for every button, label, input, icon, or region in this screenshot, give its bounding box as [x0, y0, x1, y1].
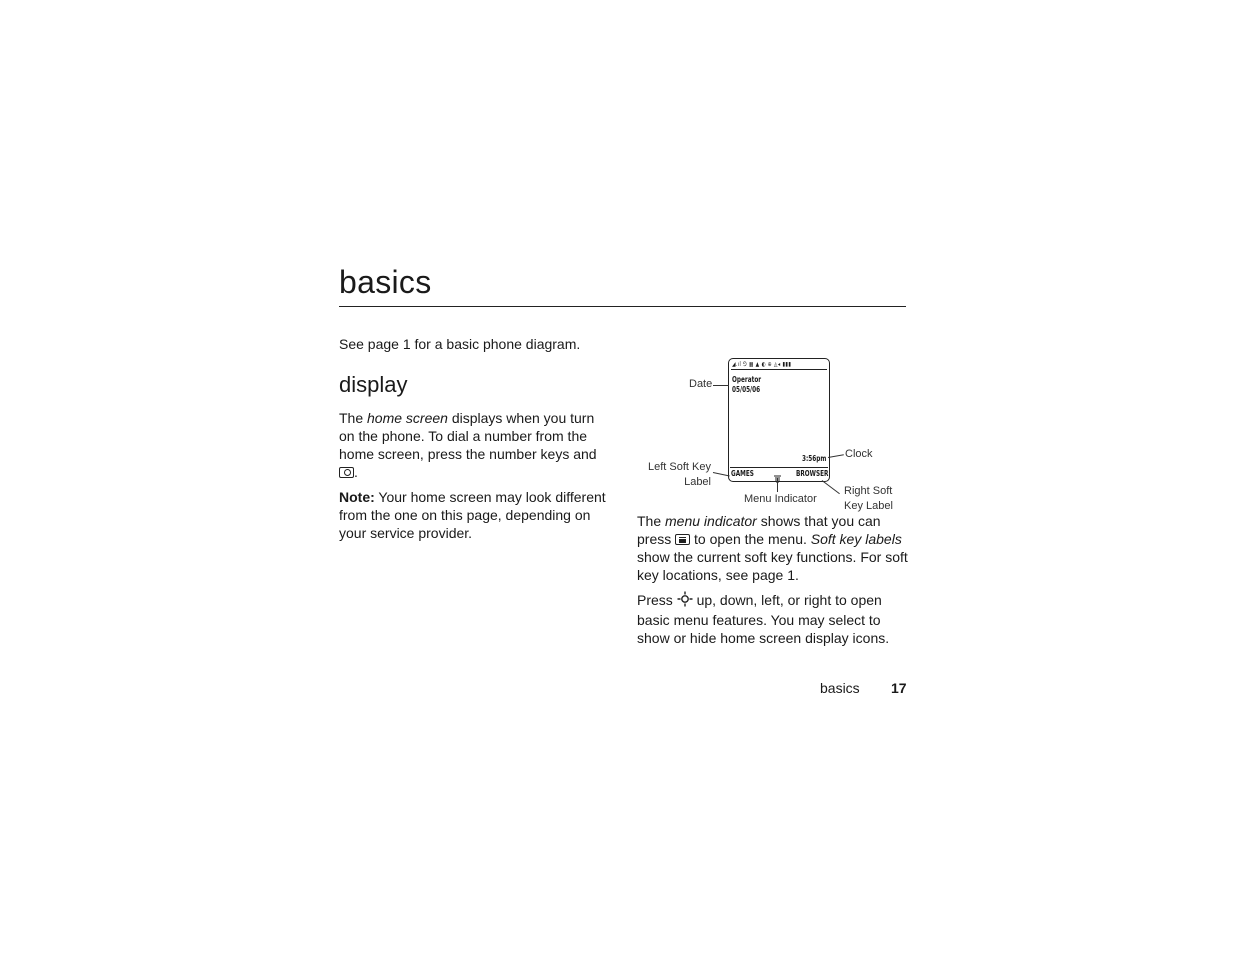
menu-indicator-paragraph: [637, 512, 909, 584]
section-title: display: [339, 372, 408, 397]
callout-menu-indicator: Menu Indicator: [744, 493, 817, 505]
callout-clock: Clock: [845, 448, 873, 460]
menu-indicator-icon: [774, 470, 781, 477]
left-column: [339, 409, 611, 549]
callout-right-soft-key: [844, 484, 893, 514]
callout-date-line: [713, 385, 729, 386]
term-soft-key-labels: Soft key labels: [810, 531, 902, 547]
status-bar: [731, 360, 827, 370]
chapter-title: basics: [339, 264, 432, 300]
navigation-paragraph: [637, 591, 909, 647]
callout-right-soft-key-line1: Right Soft: [844, 485, 893, 497]
text-span: displays when you turn on the phone. To dial a number from the home screen, press the number keys and: [339, 410, 597, 462]
left-soft-key-label: GAMES: [731, 469, 754, 478]
home-screen-paragraph: [339, 409, 611, 481]
title-divider: [339, 306, 906, 307]
callout-left-soft-key-line1: Left Soft Key: [648, 461, 711, 473]
text-span: The: [637, 513, 666, 529]
callout-left-soft-key-line2: Label: [684, 476, 711, 488]
right-column: [637, 512, 909, 654]
footer-page-number: 17: [891, 680, 907, 696]
text-span: to open the menu.: [690, 531, 811, 547]
status-icons: ◢.ıl ⅁ ▦ ▲ ◐ ⊕ ◬◂ ▮▮▮: [732, 361, 792, 368]
operator-label: Operator: [732, 375, 762, 384]
right-soft-key-label: BROWSER: [796, 469, 829, 478]
navigation-key-icon: [677, 591, 693, 611]
text-span: show the current soft key functions. For soft key locations, see page 1.: [637, 549, 908, 583]
menu-key-icon: [675, 534, 690, 545]
soft-key-bar: [730, 467, 828, 480]
term-home-screen: home screen: [367, 410, 448, 426]
callout-menu-indicator-line: [777, 478, 778, 492]
term-menu-indicator: menu indicator: [665, 513, 757, 529]
text-span: up, down, left, or right to open basic menu features. You may select to show or hide home screen display icons.: [637, 592, 890, 646]
text-span: Press: [637, 592, 677, 608]
text-span: .: [354, 464, 358, 480]
note-label: Note:: [339, 489, 375, 505]
callout-date: Date: [689, 378, 713, 390]
send-key-icon: [339, 467, 354, 478]
text-span: The: [339, 410, 368, 426]
intro-text: See page 1 for a basic phone diagram.: [339, 336, 581, 352]
note-paragraph: [339, 488, 611, 542]
clock-value: 3:56pm: [802, 454, 827, 463]
note-text: Your home screen may look different from the one on this page, depending on your service provider.: [339, 489, 606, 541]
phone-display-diagram: [728, 358, 830, 482]
footer-section-label: basics: [820, 680, 860, 696]
callout-left-soft-key: [640, 460, 711, 490]
text-span: shows that you can press: [637, 513, 881, 547]
callout-right-soft-key-line2: Key Label: [844, 500, 893, 512]
date-value: 05/05/06: [732, 385, 761, 394]
callout-right-soft-key-line: [822, 480, 840, 494]
callout-clock-line: [828, 454, 844, 458]
